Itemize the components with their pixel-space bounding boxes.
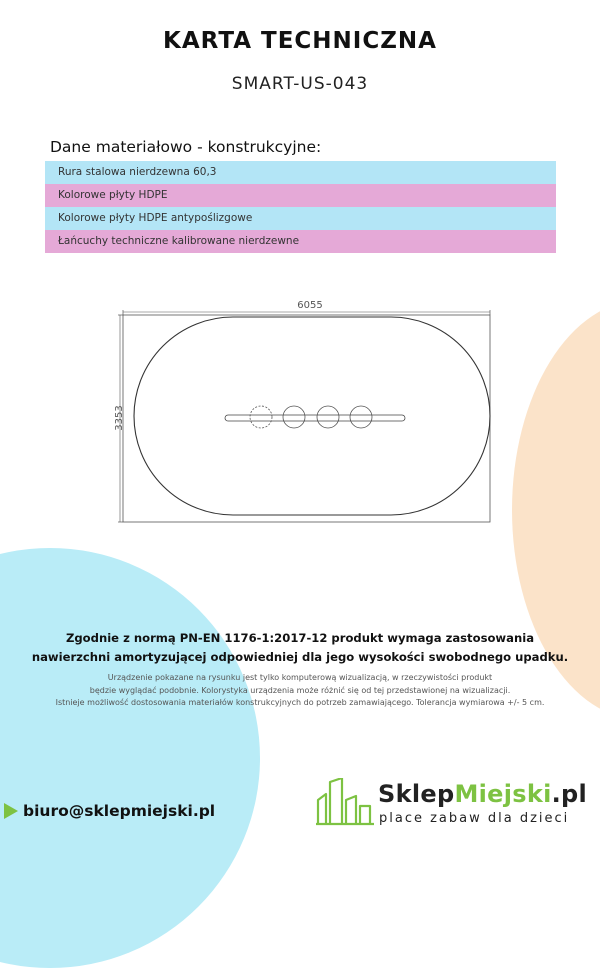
technical-drawing <box>110 295 500 530</box>
arrow-right-icon <box>4 803 18 819</box>
decorative-cyan-circle <box>0 548 260 968</box>
material-row: Łańcuchy techniczne kalibrowane nierdzewne <box>45 230 556 253</box>
material-row: Kolorowe płyty HDPE <box>45 184 556 207</box>
brand-logo-text <box>378 780 587 808</box>
disclaimer-line: Istnieje możliwość dostosowania materiałów konstrukcyjnych do potrzeb zamawiającego. Tolerancja wymiarowa +/- 5 cm. <box>55 698 545 707</box>
product-code: SMART-US-043 <box>231 74 369 94</box>
brand-part-sklep: Sklep <box>378 780 455 808</box>
disclaimer <box>0 672 600 710</box>
norm-statement <box>0 629 600 667</box>
brand-tagline: place zabaw dla dzieci <box>379 811 570 826</box>
contact-email[interactable] <box>4 802 215 820</box>
norm-line: nawierzchni amortyzującej odpowiedniej dla jego wysokości swobodnego upadku. <box>31 650 569 664</box>
material-row: Kolorowe płyty HDPE antypoślizgowe <box>45 207 556 230</box>
disclaimer-line: Urządzenie pokazane na rysunku jest tylko komputerową wizualizacją, w rzeczywistości produkt <box>107 673 493 682</box>
depth-dimension-label: 3353 <box>114 405 125 431</box>
brand-part-pl: .pl <box>551 780 588 808</box>
city-buildings-icon <box>316 778 374 828</box>
width-dimension-label: 6055 <box>297 300 323 311</box>
email-address[interactable]: biuro@sklepmiejski.pl <box>23 802 216 820</box>
disclaimer-line: będzie wyglądać podobnie. Kolorystyka urządzenia może różnić się od tej przedstawionej na wizualizacji. <box>89 685 511 695</box>
swing-beam <box>225 415 405 421</box>
brand-part-miejski: Miejski <box>454 780 552 808</box>
material-row: Rura stalowa nierdzewna 60,3 <box>45 161 556 184</box>
norm-line: Zgodnie z normą PN-EN 1176-1:2017-12 produkt wymaga zastosowania <box>65 631 535 645</box>
materials-list <box>45 161 556 253</box>
materials-heading: Dane materiałowo - konstrukcyjne: <box>50 138 322 156</box>
page-title: KARTA TECHNICZNA <box>163 28 437 54</box>
